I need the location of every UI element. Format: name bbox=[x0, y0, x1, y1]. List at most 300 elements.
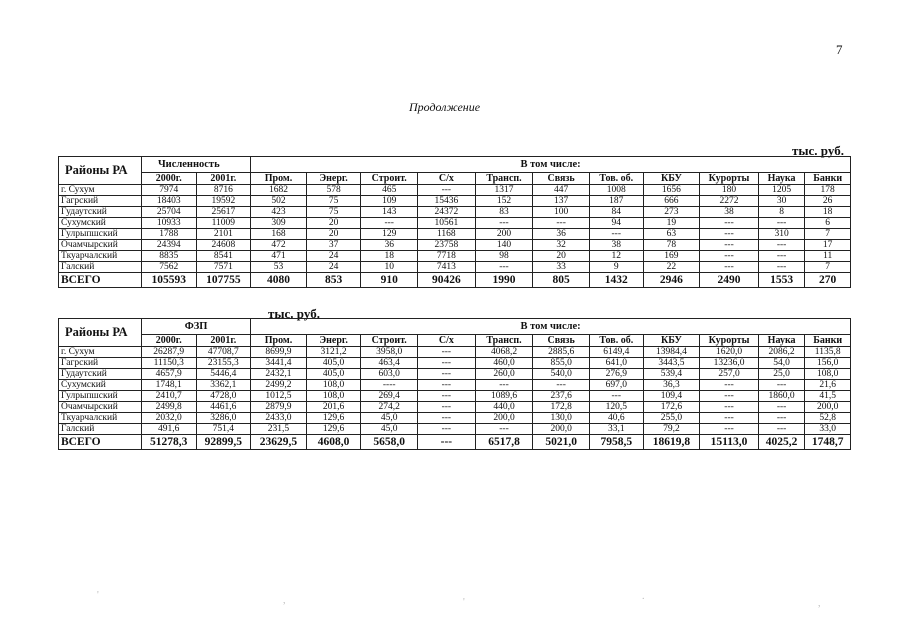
cell-value: 1860,0 bbox=[758, 391, 805, 402]
cell-value: 463,4 bbox=[361, 358, 418, 369]
region-name: Сухумский bbox=[59, 218, 142, 229]
cell-value: 38 bbox=[589, 240, 643, 251]
total-row bbox=[59, 273, 851, 288]
region-name: ВСЕГО bbox=[59, 435, 142, 450]
cell-value: 156,0 bbox=[805, 358, 851, 369]
cell-value: --- bbox=[758, 262, 805, 273]
region-name: Очамчырский bbox=[59, 402, 142, 413]
cell-value: 5658,0 bbox=[361, 435, 418, 450]
cell-value: 257,0 bbox=[700, 369, 759, 380]
cell-value: --- bbox=[475, 424, 533, 435]
cell-value: 1656 bbox=[643, 185, 700, 196]
table-row bbox=[59, 347, 851, 358]
cell-value: 1135,8 bbox=[805, 347, 851, 358]
cell-value: --- bbox=[418, 369, 476, 380]
cell-value: 33,1 bbox=[589, 424, 643, 435]
cell-value: 168 bbox=[251, 229, 307, 240]
cell-value: 260,0 bbox=[475, 369, 533, 380]
cell-value: 10933 bbox=[141, 218, 196, 229]
cell-value: 10561 bbox=[418, 218, 476, 229]
col-header: Строит. bbox=[361, 335, 418, 347]
cell-value: 23155,3 bbox=[196, 358, 251, 369]
cell-value: --- bbox=[475, 262, 533, 273]
cell-value: 603,0 bbox=[361, 369, 418, 380]
cell-value: 22 bbox=[643, 262, 700, 273]
cell-value: 33 bbox=[533, 262, 590, 273]
cell-value: 45,0 bbox=[361, 413, 418, 424]
cell-value: 4728,0 bbox=[196, 391, 251, 402]
table-row bbox=[59, 240, 851, 251]
cell-value: 129,6 bbox=[306, 413, 361, 424]
cell-value: --- bbox=[758, 380, 805, 391]
cell-value: 1788 bbox=[141, 229, 196, 240]
cell-value: 440,0 bbox=[475, 402, 533, 413]
cell-value: 172,6 bbox=[643, 402, 700, 413]
cell-value: 21,6 bbox=[805, 380, 851, 391]
table-row bbox=[59, 251, 851, 262]
cell-value: --- bbox=[758, 424, 805, 435]
cell-value: 7571 bbox=[196, 262, 251, 273]
cell-value: 274,2 bbox=[361, 402, 418, 413]
table-row bbox=[59, 185, 851, 196]
col-header: Курорты bbox=[700, 335, 759, 347]
cell-value: 10 bbox=[361, 262, 418, 273]
cell-value: --- bbox=[418, 413, 476, 424]
cell-value: 36 bbox=[361, 240, 418, 251]
cell-value: --- bbox=[418, 358, 476, 369]
cell-value: 17 bbox=[805, 240, 851, 251]
cell-value: 169 bbox=[643, 251, 700, 262]
cell-value: 2272 bbox=[700, 196, 759, 207]
cell-value: 13236,0 bbox=[700, 358, 759, 369]
cell-value: 143 bbox=[361, 207, 418, 218]
cell-value: 201,6 bbox=[306, 402, 361, 413]
cell-value: --- bbox=[418, 402, 476, 413]
cell-value: 19592 bbox=[196, 196, 251, 207]
cell-value: 472 bbox=[251, 240, 307, 251]
cell-value: 24 bbox=[306, 262, 361, 273]
cell-value: 8716 bbox=[196, 185, 251, 196]
cell-value: --- bbox=[589, 229, 643, 240]
cell-value: --- bbox=[418, 424, 476, 435]
cell-value: 2946 bbox=[643, 273, 700, 288]
cell-value: 78 bbox=[643, 240, 700, 251]
cell-value: 2032,0 bbox=[141, 413, 196, 424]
employment-body bbox=[59, 185, 851, 288]
cell-value: 45,0 bbox=[361, 424, 418, 435]
cell-value: 7 bbox=[805, 229, 851, 240]
cell-value: 23758 bbox=[418, 240, 476, 251]
cell-value: 90426 bbox=[418, 273, 476, 288]
cell-value: 1553 bbox=[758, 273, 805, 288]
cell-value: --- bbox=[758, 218, 805, 229]
cell-value: 20 bbox=[533, 251, 590, 262]
cell-value: 108,0 bbox=[306, 380, 361, 391]
cell-value: 8835 bbox=[141, 251, 196, 262]
cell-value: 108,0 bbox=[306, 391, 361, 402]
cell-value: 200 bbox=[475, 229, 533, 240]
region-name: ВСЕГО bbox=[59, 273, 142, 288]
col-header: Банки bbox=[805, 335, 851, 347]
cell-value: 405,0 bbox=[306, 358, 361, 369]
cell-value: 7 bbox=[805, 262, 851, 273]
cell-value: 3286,0 bbox=[196, 413, 251, 424]
cell-value: 2490 bbox=[700, 273, 759, 288]
col-header: Связь bbox=[533, 335, 590, 347]
cell-value: 1205 bbox=[758, 185, 805, 196]
cell-value: 18 bbox=[805, 207, 851, 218]
region-name: Галский bbox=[59, 424, 142, 435]
cell-value: 200,0 bbox=[805, 402, 851, 413]
col-header: Пром. bbox=[251, 173, 307, 185]
cell-value: 231,5 bbox=[251, 424, 307, 435]
total-row bbox=[59, 435, 851, 450]
cell-value: 152 bbox=[475, 196, 533, 207]
col-header: Пром. bbox=[251, 335, 307, 347]
cell-value: 491,6 bbox=[141, 424, 196, 435]
col-header: Тов. об. bbox=[589, 335, 643, 347]
cell-value: 25704 bbox=[141, 207, 196, 218]
main-header: Численность bbox=[141, 157, 250, 173]
col-header: Наука bbox=[758, 173, 805, 185]
cell-value: 6517,8 bbox=[475, 435, 533, 450]
table-row bbox=[59, 391, 851, 402]
cell-value: 24394 bbox=[141, 240, 196, 251]
cell-value: 15113,0 bbox=[700, 435, 759, 450]
cell-value: 180 bbox=[700, 185, 759, 196]
table-row bbox=[59, 424, 851, 435]
cell-value: 129,6 bbox=[306, 424, 361, 435]
cell-value: 3443,5 bbox=[643, 358, 700, 369]
cell-value: 447 bbox=[533, 185, 590, 196]
cell-value: 25,0 bbox=[758, 369, 805, 380]
region-name: Ткуарчалский bbox=[59, 413, 142, 424]
including-header: В том числе: bbox=[251, 319, 851, 335]
cell-value: 4461,6 bbox=[196, 402, 251, 413]
cell-value: --- bbox=[700, 262, 759, 273]
cell-value: 751,4 bbox=[196, 424, 251, 435]
cell-value: 2499,2 bbox=[251, 380, 307, 391]
cell-value: 1748,1 bbox=[141, 380, 196, 391]
cell-value: 910 bbox=[361, 273, 418, 288]
col-header: Связь bbox=[533, 173, 590, 185]
col-header: Строит. bbox=[361, 173, 418, 185]
cell-value: 18403 bbox=[141, 196, 196, 207]
cell-value: 26287,9 bbox=[141, 347, 196, 358]
cell-value: 7974 bbox=[141, 185, 196, 196]
cell-value: --- bbox=[758, 413, 805, 424]
col-header: 2001г. bbox=[196, 335, 251, 347]
cell-value: 30 bbox=[758, 196, 805, 207]
cell-value: --- bbox=[533, 218, 590, 229]
region-header: Районы РА bbox=[59, 319, 142, 347]
table-row bbox=[59, 402, 851, 413]
region-name: Гагрский bbox=[59, 358, 142, 369]
cell-value: 1682 bbox=[251, 185, 307, 196]
table-row bbox=[59, 413, 851, 424]
region-name: Гагрский bbox=[59, 196, 142, 207]
cell-value: --- bbox=[700, 240, 759, 251]
col-header: Энерг. bbox=[306, 335, 361, 347]
region-name: Очамчырский bbox=[59, 240, 142, 251]
cell-value: --- bbox=[700, 229, 759, 240]
cell-value: 109 bbox=[361, 196, 418, 207]
cell-value: 75 bbox=[306, 207, 361, 218]
cell-value: 75 bbox=[306, 196, 361, 207]
cell-value: 15436 bbox=[418, 196, 476, 207]
cell-value: 109,4 bbox=[643, 391, 700, 402]
cell-value: 1012,5 bbox=[251, 391, 307, 402]
cell-value: 1089,6 bbox=[475, 391, 533, 402]
cell-value: 11 bbox=[805, 251, 851, 262]
table-row bbox=[59, 369, 851, 380]
cell-value: 178 bbox=[805, 185, 851, 196]
cell-value: 20 bbox=[306, 218, 361, 229]
cell-value: 2885,6 bbox=[533, 347, 590, 358]
cell-value: 200,0 bbox=[533, 424, 590, 435]
cell-value: 63 bbox=[643, 229, 700, 240]
cell-value: 237,6 bbox=[533, 391, 590, 402]
cell-value: 6149,4 bbox=[589, 347, 643, 358]
cell-value: 2432,1 bbox=[251, 369, 307, 380]
cell-value: 26 bbox=[805, 196, 851, 207]
cell-value: 3958,0 bbox=[361, 347, 418, 358]
cell-value: 3362,1 bbox=[196, 380, 251, 391]
cell-value: --- bbox=[758, 240, 805, 251]
page-number: 7 bbox=[836, 42, 843, 57]
cell-value: 310 bbox=[758, 229, 805, 240]
table-row bbox=[59, 196, 851, 207]
cell-value: 98 bbox=[475, 251, 533, 262]
region-header: Районы РА bbox=[59, 157, 142, 185]
cell-value: 24372 bbox=[418, 207, 476, 218]
cell-value: 23629,5 bbox=[251, 435, 307, 450]
cell-value: --- bbox=[418, 391, 476, 402]
cell-value: 1168 bbox=[418, 229, 476, 240]
cell-value: 8541 bbox=[196, 251, 251, 262]
region-name: Гулрыпшский bbox=[59, 229, 142, 240]
cell-value: 100 bbox=[533, 207, 590, 218]
cell-value: 2499,8 bbox=[141, 402, 196, 413]
cell-value: 92899,5 bbox=[196, 435, 251, 450]
cell-value: 2410,7 bbox=[141, 391, 196, 402]
cell-value: 84 bbox=[589, 207, 643, 218]
cell-value: 270 bbox=[805, 273, 851, 288]
cell-value: 1317 bbox=[475, 185, 533, 196]
col-header: КБУ bbox=[643, 335, 700, 347]
cell-value: 38 bbox=[700, 207, 759, 218]
cell-value: --- bbox=[758, 402, 805, 413]
cell-value: 83 bbox=[475, 207, 533, 218]
cell-value: --- bbox=[418, 347, 476, 358]
cell-value: 11009 bbox=[196, 218, 251, 229]
cell-value: --- bbox=[475, 380, 533, 391]
cell-value: 172,8 bbox=[533, 402, 590, 413]
cell-value: 8 bbox=[758, 207, 805, 218]
cell-value: 1620,0 bbox=[700, 347, 759, 358]
cell-value: --- bbox=[361, 218, 418, 229]
cell-value: 36 bbox=[533, 229, 590, 240]
table-row bbox=[59, 262, 851, 273]
cell-value: 120,5 bbox=[589, 402, 643, 413]
cell-value: 24608 bbox=[196, 240, 251, 251]
cell-value: 2433,0 bbox=[251, 413, 307, 424]
cell-value: 4068,2 bbox=[475, 347, 533, 358]
cell-value: 140 bbox=[475, 240, 533, 251]
cell-value: 25617 bbox=[196, 207, 251, 218]
main-header: ФЗП bbox=[141, 319, 250, 335]
cell-value: 33,0 bbox=[805, 424, 851, 435]
cell-value: 2086,2 bbox=[758, 347, 805, 358]
cell-value: 107755 bbox=[196, 273, 251, 288]
cell-value: 255,0 bbox=[643, 413, 700, 424]
cell-value: --- bbox=[700, 424, 759, 435]
table-row bbox=[59, 358, 851, 369]
cell-value: 6 bbox=[805, 218, 851, 229]
cell-value: --- bbox=[533, 380, 590, 391]
cell-value: 2101 bbox=[196, 229, 251, 240]
col-header: Курорты bbox=[700, 173, 759, 185]
cell-value: 1990 bbox=[475, 273, 533, 288]
cell-value: ---- bbox=[361, 380, 418, 391]
cell-value: 200,0 bbox=[475, 413, 533, 424]
cell-value: 51278,3 bbox=[141, 435, 196, 450]
col-header: С/х bbox=[418, 173, 476, 185]
cell-value: --- bbox=[700, 413, 759, 424]
cell-value: 460,0 bbox=[475, 358, 533, 369]
cell-value: 269,4 bbox=[361, 391, 418, 402]
cell-value: 471 bbox=[251, 251, 307, 262]
region-name: г. Сухум bbox=[59, 185, 142, 196]
region-name: Галский bbox=[59, 262, 142, 273]
cell-value: 1008 bbox=[589, 185, 643, 196]
cell-value: 5021,0 bbox=[533, 435, 590, 450]
cell-value: 7562 bbox=[141, 262, 196, 273]
cell-value: 1432 bbox=[589, 273, 643, 288]
cell-value: 539,4 bbox=[643, 369, 700, 380]
cell-value: 7718 bbox=[418, 251, 476, 262]
cell-value: 423 bbox=[251, 207, 307, 218]
cell-value: --- bbox=[589, 391, 643, 402]
cell-value: 8699,9 bbox=[251, 347, 307, 358]
cell-value: 105593 bbox=[141, 273, 196, 288]
col-header: С/х bbox=[418, 335, 476, 347]
subtitle: Продолжение bbox=[408, 100, 481, 114]
cell-value: 19 bbox=[643, 218, 700, 229]
col-header: Трансп. bbox=[475, 335, 533, 347]
cell-value: 4657,9 bbox=[141, 369, 196, 380]
col-header: Трансп. bbox=[475, 173, 533, 185]
table-row bbox=[59, 207, 851, 218]
cell-value: 11150,3 bbox=[141, 358, 196, 369]
cell-value: 52,8 bbox=[805, 413, 851, 424]
cell-value: 36,3 bbox=[643, 380, 700, 391]
col-header: Наука bbox=[758, 335, 805, 347]
col-header: Тов. об. bbox=[589, 173, 643, 185]
cell-value: --- bbox=[418, 435, 476, 450]
cell-value: --- bbox=[700, 402, 759, 413]
region-name: Гулрыпшский bbox=[59, 391, 142, 402]
col-header: Энерг. bbox=[306, 173, 361, 185]
table-row bbox=[59, 218, 851, 229]
cell-value: --- bbox=[758, 251, 805, 262]
cell-value: --- bbox=[418, 380, 476, 391]
cell-value: 20 bbox=[306, 229, 361, 240]
cell-value: 12 bbox=[589, 251, 643, 262]
cell-value: 805 bbox=[533, 273, 590, 288]
employment-table bbox=[58, 156, 851, 288]
cell-value: 3441,4 bbox=[251, 358, 307, 369]
cell-value: 666 bbox=[643, 196, 700, 207]
cell-value: --- bbox=[475, 218, 533, 229]
cell-value: 47708,7 bbox=[196, 347, 251, 358]
cell-value: 9 bbox=[589, 262, 643, 273]
cell-value: --- bbox=[700, 251, 759, 262]
region-name: Гудаутский bbox=[59, 207, 142, 218]
region-name: г. Сухум bbox=[59, 347, 142, 358]
cell-value: 53 bbox=[251, 262, 307, 273]
cell-value: 54,0 bbox=[758, 358, 805, 369]
cell-value: 137 bbox=[533, 196, 590, 207]
cell-value: --- bbox=[418, 185, 476, 196]
col-header: 2001г. bbox=[196, 173, 251, 185]
including-header: В том числе: bbox=[251, 157, 851, 173]
cell-value: --- bbox=[700, 391, 759, 402]
col-header: Банки bbox=[805, 173, 851, 185]
cell-value: 41,5 bbox=[805, 391, 851, 402]
cell-value: 641,0 bbox=[589, 358, 643, 369]
cell-value: 94 bbox=[589, 218, 643, 229]
table-row bbox=[59, 380, 851, 391]
cell-value: 18 bbox=[361, 251, 418, 262]
cell-value: 129 bbox=[361, 229, 418, 240]
cell-value: 853 bbox=[306, 273, 361, 288]
cell-value: --- bbox=[700, 380, 759, 391]
col-header: 2000г. bbox=[141, 335, 196, 347]
cell-value: 502 bbox=[251, 196, 307, 207]
cell-value: 855,0 bbox=[533, 358, 590, 369]
cell-value: 3121,2 bbox=[306, 347, 361, 358]
cell-value: --- bbox=[700, 218, 759, 229]
cell-value: 540,0 bbox=[533, 369, 590, 380]
payroll-body bbox=[59, 347, 851, 450]
cell-value: 4608,0 bbox=[306, 435, 361, 450]
unit-label-top: тыс. руб. bbox=[792, 143, 844, 158]
cell-value: 697,0 bbox=[589, 380, 643, 391]
cell-value: 13984,4 bbox=[643, 347, 700, 358]
cell-value: 465 bbox=[361, 185, 418, 196]
payroll-table bbox=[58, 318, 851, 450]
region-name: Сухумский bbox=[59, 380, 142, 391]
cell-value: 276,9 bbox=[589, 369, 643, 380]
cell-value: 4080 bbox=[251, 273, 307, 288]
cell-value: 405,0 bbox=[306, 369, 361, 380]
cell-value: 37 bbox=[306, 240, 361, 251]
cell-value: 309 bbox=[251, 218, 307, 229]
cell-value: 7413 bbox=[418, 262, 476, 273]
cell-value: 32 bbox=[533, 240, 590, 251]
region-name: Ткуарчалский bbox=[59, 251, 142, 262]
cell-value: 273 bbox=[643, 207, 700, 218]
cell-value: 79,2 bbox=[643, 424, 700, 435]
cell-value: 4025,2 bbox=[758, 435, 805, 450]
cell-value: 578 bbox=[306, 185, 361, 196]
table-row bbox=[59, 229, 851, 240]
cell-value: 108,0 bbox=[805, 369, 851, 380]
col-header: 2000г. bbox=[141, 173, 196, 185]
region-name: Гудаутский bbox=[59, 369, 142, 380]
col-header: КБУ bbox=[643, 173, 700, 185]
